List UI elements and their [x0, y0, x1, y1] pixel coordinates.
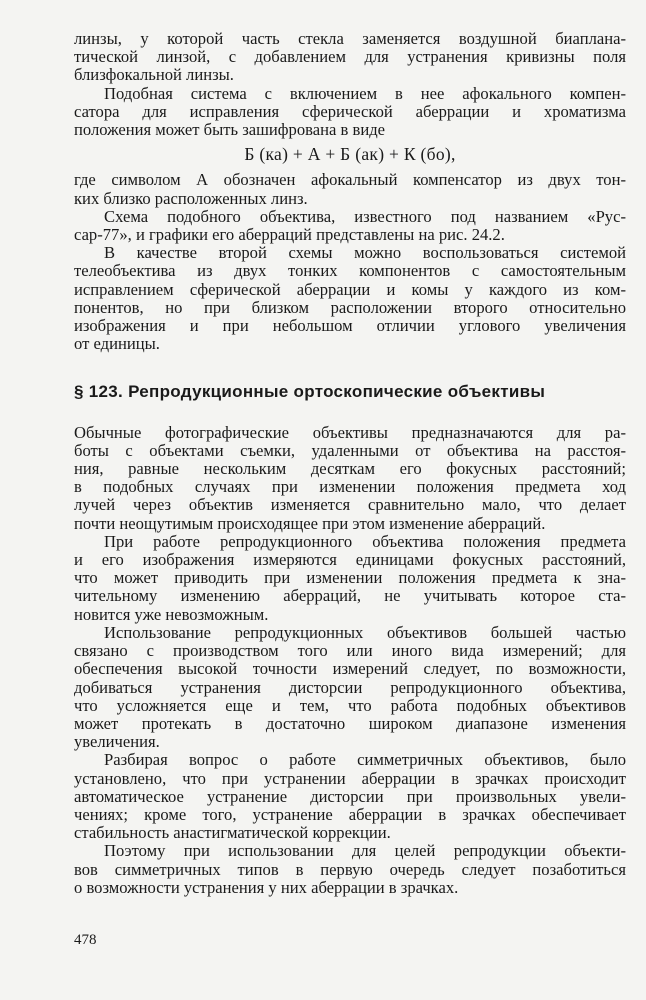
text-line: исправлением сферической аберрации и комы у каждого из ком- — [74, 279, 626, 299]
paragraph — [74, 624, 626, 751]
text-line: близфокальной линзы. — [74, 65, 234, 85]
text-line: установлено, что при устранении аберрации в зрачках происходит — [74, 768, 626, 788]
text-line: может протекать в достаточно широком диапазоне изменения — [74, 713, 626, 733]
intro-text — [74, 30, 626, 139]
text-line: в подобных случаях при изменении положения предмета ход — [74, 477, 626, 497]
text-line: что может приводить при изменении положения предмета к зна- — [74, 568, 626, 588]
paragraph — [74, 85, 626, 140]
lens-formula: Б (ка) + А + Б (ак) + К (бо), — [244, 144, 456, 165]
text-line: сар-77», и графики его аберраций представлены на рис. 24.2. — [74, 225, 505, 245]
paragraph — [74, 30, 626, 85]
text-line: линзы, у которой часть стекла заменяется воздушной биаплана- — [74, 29, 626, 48]
page-number: 478 — [74, 932, 97, 948]
paragraph — [74, 244, 626, 353]
text-line: лучей через объектив изменяется сравнительно мало, что делает — [74, 495, 626, 515]
book-page — [74, 30, 626, 897]
text-line: понентов, но при близком расположении второго относительно — [74, 297, 626, 317]
text-line: Поэтому при использовании для целей репродукции объекти- — [104, 841, 626, 861]
text-line: вов симметричных типов в первую очередь следует позаботиться — [74, 859, 626, 879]
paragraph — [74, 842, 626, 897]
text-line: связано с производством того или иного вида измерений; для — [74, 641, 626, 661]
text-line: Обычные фотографические объективы предназначаются для ра- — [74, 422, 626, 442]
text-line: где символом А обозначен афокальный компенсатор из двух тон- — [74, 170, 626, 190]
text-line: тической линзой, с добавлением для устранения кривизны поля — [74, 47, 626, 67]
paragraph — [74, 171, 626, 207]
text-line: от единицы. — [74, 334, 160, 354]
paragraph — [74, 533, 626, 624]
text-line: боты с объектами съемки, удаленными от объектива на расстоя- — [74, 440, 626, 460]
text-line: положения может быть зашифрована в виде — [74, 120, 386, 140]
text-line: Подобная система с включением в нее афокального компен- — [104, 83, 626, 103]
text-line: ких близко расположенных линз. — [74, 188, 308, 208]
section-heading: § 123. Репродукционные ортоскопические объективы — [74, 382, 546, 402]
after-formula-text — [74, 171, 626, 353]
text-line: почти неощутимым происходящее при этом изменение аберраций. — [74, 513, 546, 533]
text-line: стабильность анастигматической коррекции. — [74, 823, 391, 843]
text-line: обеспечения высокой точности измерений следует, по возможности, — [74, 659, 626, 679]
text-line: о возможности устранения у них аберрации в зрачках. — [74, 877, 459, 897]
text-line: Использование репродукционных объективов большей частью — [104, 622, 626, 642]
paragraph — [74, 424, 626, 533]
text-line: Схема подобного объектива, известного под названием «Рус- — [104, 206, 626, 226]
text-line: телеобъектива из двух тонких компонентов с самостоятельным — [74, 261, 626, 281]
text-line: новится уже невозможным. — [74, 604, 269, 624]
text-line: и его изображения измеряются единицами фокусных расстояний, — [74, 550, 626, 570]
section-body — [74, 424, 626, 897]
text-line: ния, равные нескольким десяткам его фокусных расстояний; — [74, 459, 626, 479]
text-line: увеличения. — [74, 732, 160, 752]
text-line: добиваться устранения дисторсии репродукционного объектива, — [74, 677, 626, 697]
paragraph — [74, 208, 626, 244]
text-line: При работе репродукционного объектива положения предмета — [104, 531, 626, 551]
text-line: автоматическое устранение дисторсии при произвольных увели- — [74, 786, 626, 806]
paragraph — [74, 751, 626, 842]
text-line: Разбирая вопрос о работе симметричных объективов, было — [104, 750, 626, 770]
text-line: чениях; кроме того, устранение аберрации в зрачках обеспечивает — [74, 804, 626, 824]
text-line: изображения и при небольшом отличии углового увеличения — [74, 316, 626, 336]
text-line: что усложняется еще и тем, что работа подобных объективов — [74, 695, 626, 715]
text-line: В качестве второй схемы можно воспользоваться системой — [104, 243, 626, 263]
text-line: сатора для исправления сферической аберрации и хроматизма — [74, 101, 626, 121]
text-line: чительному изменению аберраций, не учитывать которое ста- — [74, 586, 626, 606]
